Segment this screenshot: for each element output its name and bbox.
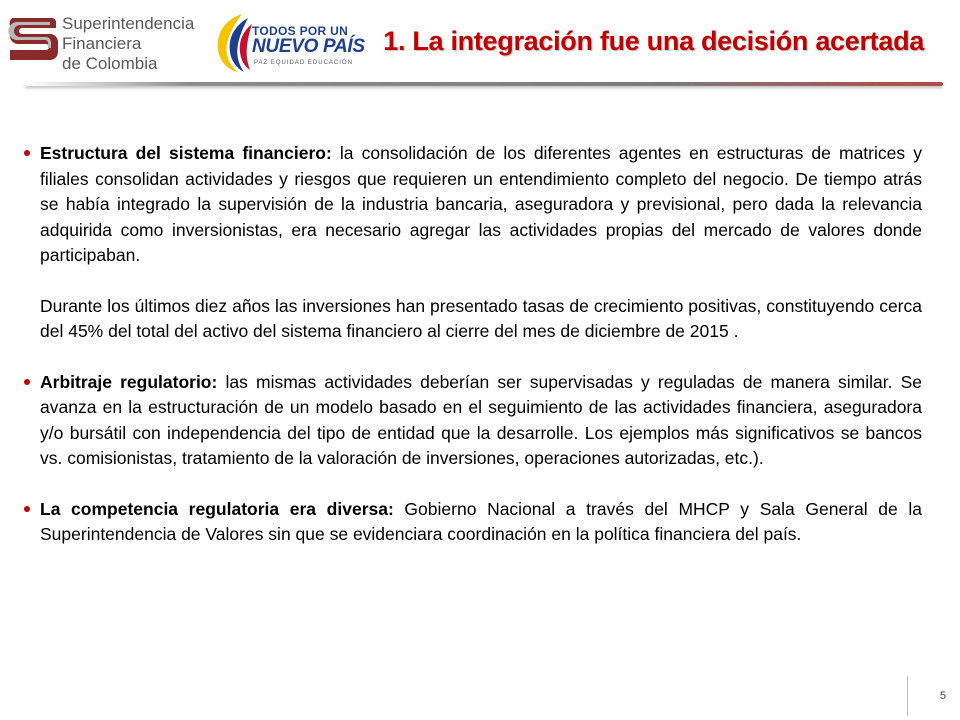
bullet-icon (24, 379, 30, 385)
page-number: 5 (939, 690, 946, 702)
bullet-extra-paragraph: Durante los últimos diez años las inversiones han presentado tasas de crecimiento positivas, constituyendo cerca del 45% del total del activo del sistema financiero al cierre del mes de diciembre de 2015 . (40, 295, 922, 341)
slide-title: 1. La integración fue una decisión acertada (383, 26, 924, 56)
sfc-logo (8, 12, 195, 73)
bullet-paragraph (40, 141, 922, 269)
bullet-icon (24, 506, 30, 512)
gov-logo-line3: PAZ EQUIDAD EDUCACIÓN (254, 60, 353, 66)
slide-body (24, 141, 922, 548)
bullet-text: la consolidación de los diferentes agentes en estructuras de matrices y filiales consolidan actividades y riesgos que requieren un entendimiento completo del negocio. De tiempo atrás se había integrado la supervisión de la industria bancaria, aseguradora y previsional, pero dada la relevancia adquirida como inversionistas, era necesario agregar las actividades propias del mercado de valores donde participaban. (40, 143, 922, 265)
bullet-paragraph (40, 497, 922, 548)
bullet-item (24, 497, 922, 548)
sfc-logo-line3: de Colombia (62, 54, 158, 73)
bullet-heading: La competencia regulatoria era diversa: (40, 498, 394, 519)
sfc-logo-line2: Financiera (62, 34, 142, 53)
slide-header (0, 0, 960, 95)
bullet-item (24, 141, 922, 345)
colombia-flag-swoosh-icon (212, 10, 256, 76)
todos-por-un-nuevo-pais-logo (212, 10, 372, 76)
title-divider (25, 82, 943, 86)
sfc-logo-line1: Superintendencia (62, 14, 195, 33)
page-number-box (907, 676, 953, 716)
bullet-paragraph (40, 370, 922, 472)
bullet-heading: Estructura del sistema financiero: (40, 143, 332, 163)
bullet-heading: Arbitraje regulatorio: (40, 371, 218, 392)
bullet-text: Gobierno Nacional a través del MHCP y Sala General de la Superintendencia de Valores sin que se evidenciara coordinación en la política financiera del país. (40, 498, 922, 544)
gov-logo-line1: TODOS POR UN (252, 24, 349, 38)
bullet-icon (24, 150, 30, 156)
sfc-emblem-icon (8, 12, 58, 68)
gov-logo-line2: NUEVO PAÍS (252, 36, 365, 57)
bullet-text: las mismas actividades deberían ser supervisadas y reguladas de manera similar. Se avanza en la estructuración de un modelo basado en el seguimiento de las actividades financiera, aseguradora y/o bursátil con independencia del tipo de entidad que la desarrolle. Los ejemplos más significativos se bancos vs. comisionistas, tratamiento de la valoración de inversiones, operaciones autorizadas, etc.). (40, 371, 922, 468)
bullet-item (24, 370, 922, 472)
